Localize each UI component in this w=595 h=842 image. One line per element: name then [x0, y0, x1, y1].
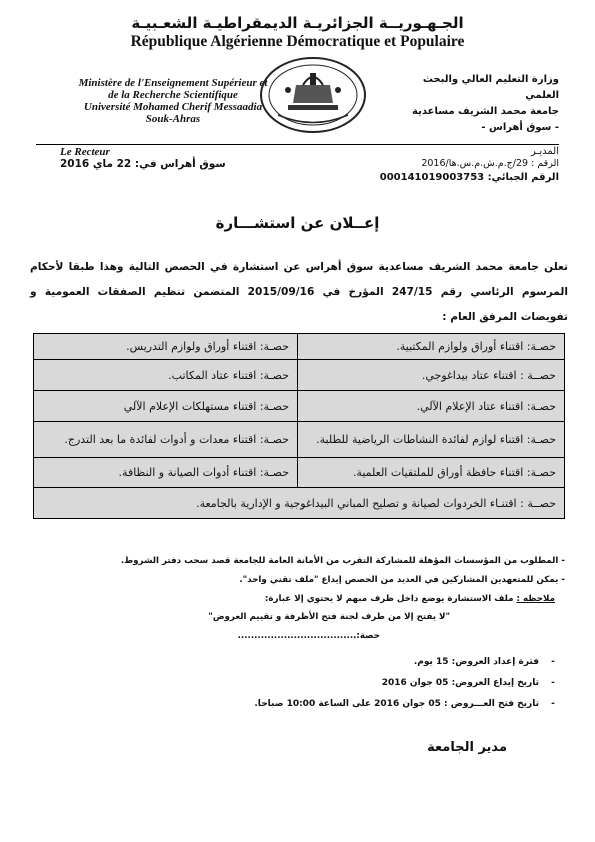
director-label: المديـر — [530, 146, 559, 157]
note-quote: "لا يفتح إلا من طرف لجنة فتح الأظرفة و تقييم العروض" — [208, 612, 450, 622]
list-item — [254, 699, 567, 709]
ministry-block-french — [58, 77, 288, 125]
city-date: سوق أهراس في: 22 ماي 2016 — [60, 158, 226, 170]
note-line: - المطلوب من المؤسسات المؤهلة للمشاركة التقرب من الأمانة العامة للجامعة قصد سحب دفتر الشروط. — [120, 556, 565, 566]
note-label: ملاحظه : — [516, 594, 555, 604]
table-cell: حصـة: اقتناء حافظة أوراق للملتقيات العلمية. — [298, 458, 565, 488]
table-row — [34, 488, 565, 519]
announcement-title: إعــلان عن استشـــارة — [215, 214, 380, 232]
table-cell: حصــة : اقتنـاء الخردوات لصيانة و تصليح المباني البيداغوجية و الإدارية بالجامعة. — [34, 488, 565, 519]
table-row — [34, 422, 565, 458]
bullet-icon: - — [551, 657, 555, 667]
ministry-line: جامعة محمد الشريف مساعدية — [412, 106, 559, 117]
deadline-text: تاريخ فتح العـــروض : 05 جوان 2016 على الساعة 10:00 صباحا. — [254, 699, 539, 709]
university-seal-icon — [258, 55, 368, 135]
announcement-intro: تعلن جامعة محمد الشريف مساعدية سوق أهراس عن استشارة في الحصص التالية وهذا طبقا لأحكام المرسوم الرئاسي رقم 247/15 المؤرخ في 2015/09/16 المتضمن تنظيم الصفقات العمومية و تفويضات المرفق العام : — [30, 261, 568, 323]
deadline-text: فترة إعداد العروض: 15 يوم. — [413, 657, 539, 667]
ministry-block-arabic — [389, 72, 559, 136]
ministry-line: de la Recherche Scientifique — [108, 89, 238, 101]
ministry-line: Ministère de l'Enseignement Supérieur et — [78, 77, 268, 89]
recteur-label: Le Recteur — [60, 146, 110, 158]
table-cell: حصـة: اقتناء عتاد المكاتب. — [34, 360, 298, 391]
note-remark — [265, 594, 555, 604]
reference-number: الرقم : 29/ج.م.ش.م.س.ها/2016 — [421, 158, 559, 169]
list-item — [414, 657, 567, 667]
ministry-line: وزارة التعليم العالي والبحث العلمي — [422, 74, 559, 101]
table-cell: حصـة: اقتناء أوراق ولوازم المكتبية. — [298, 334, 565, 360]
bullet-icon: - — [551, 678, 555, 688]
ministry-line: - سوق أهراس - — [481, 122, 559, 133]
table-cell: حصـة: اقتناء أدوات الصيانة و النظافة. — [34, 458, 298, 488]
header-title-french: République Algérienne Démocratique et Populaire — [130, 33, 465, 50]
table-row — [34, 360, 565, 391]
ministry-line: Université Mohamed Cherif Messaadia — [83, 101, 263, 113]
deadline-text: تاريخ إيداع العروض: 05 جوان 2016 — [381, 678, 539, 688]
note-lot-blank: حصة:.................................... — [237, 631, 380, 641]
table-cell: حصـة: اقتناء مستهلكات الإعلام الآلي — [34, 391, 298, 422]
ministry-line: Souk-Ahras — [145, 113, 201, 125]
bullet-icon: - — [551, 699, 555, 709]
header-divider — [36, 144, 559, 145]
note-text: ملف الاستشارة يوضع داخل ظرف مبهم لا يحتوي إلا عبارة: — [264, 594, 517, 604]
table-row — [34, 391, 565, 422]
header-title-arabic: الجـهـوريــة الجزائريـة الديمقراطيـة الشعـبيـة — [131, 14, 464, 32]
note-line: - يمكن للمتعهدين المشاركين في العديد من الحصص إيداع "ملف تقني واحد". — [239, 575, 565, 585]
table-cell: حصـة: اقتناء معدات و أدوات لفائدة ما بعد التدرج. — [34, 422, 298, 458]
table-cell: حصـة: اقتناء أوراق ولوازم التدريس. — [34, 334, 298, 360]
table-row — [34, 458, 565, 488]
tax-id: الرقم الجبائي: 000141019003753 — [379, 172, 559, 183]
list-item — [382, 678, 567, 688]
table-cell: حصـة: اقتناء عتاد الإعلام الآلي. — [298, 391, 565, 422]
signature-title: مدير الجامعة — [427, 740, 507, 755]
table-cell: حصـة: اقتناء لوازم لفائدة النشاطات الرياضية للطلبة. — [298, 422, 565, 458]
lots-table — [33, 333, 565, 519]
table-row — [34, 334, 565, 360]
table-cell: حصــة : اقتناء عتاد بيداغوجي. — [298, 360, 565, 391]
